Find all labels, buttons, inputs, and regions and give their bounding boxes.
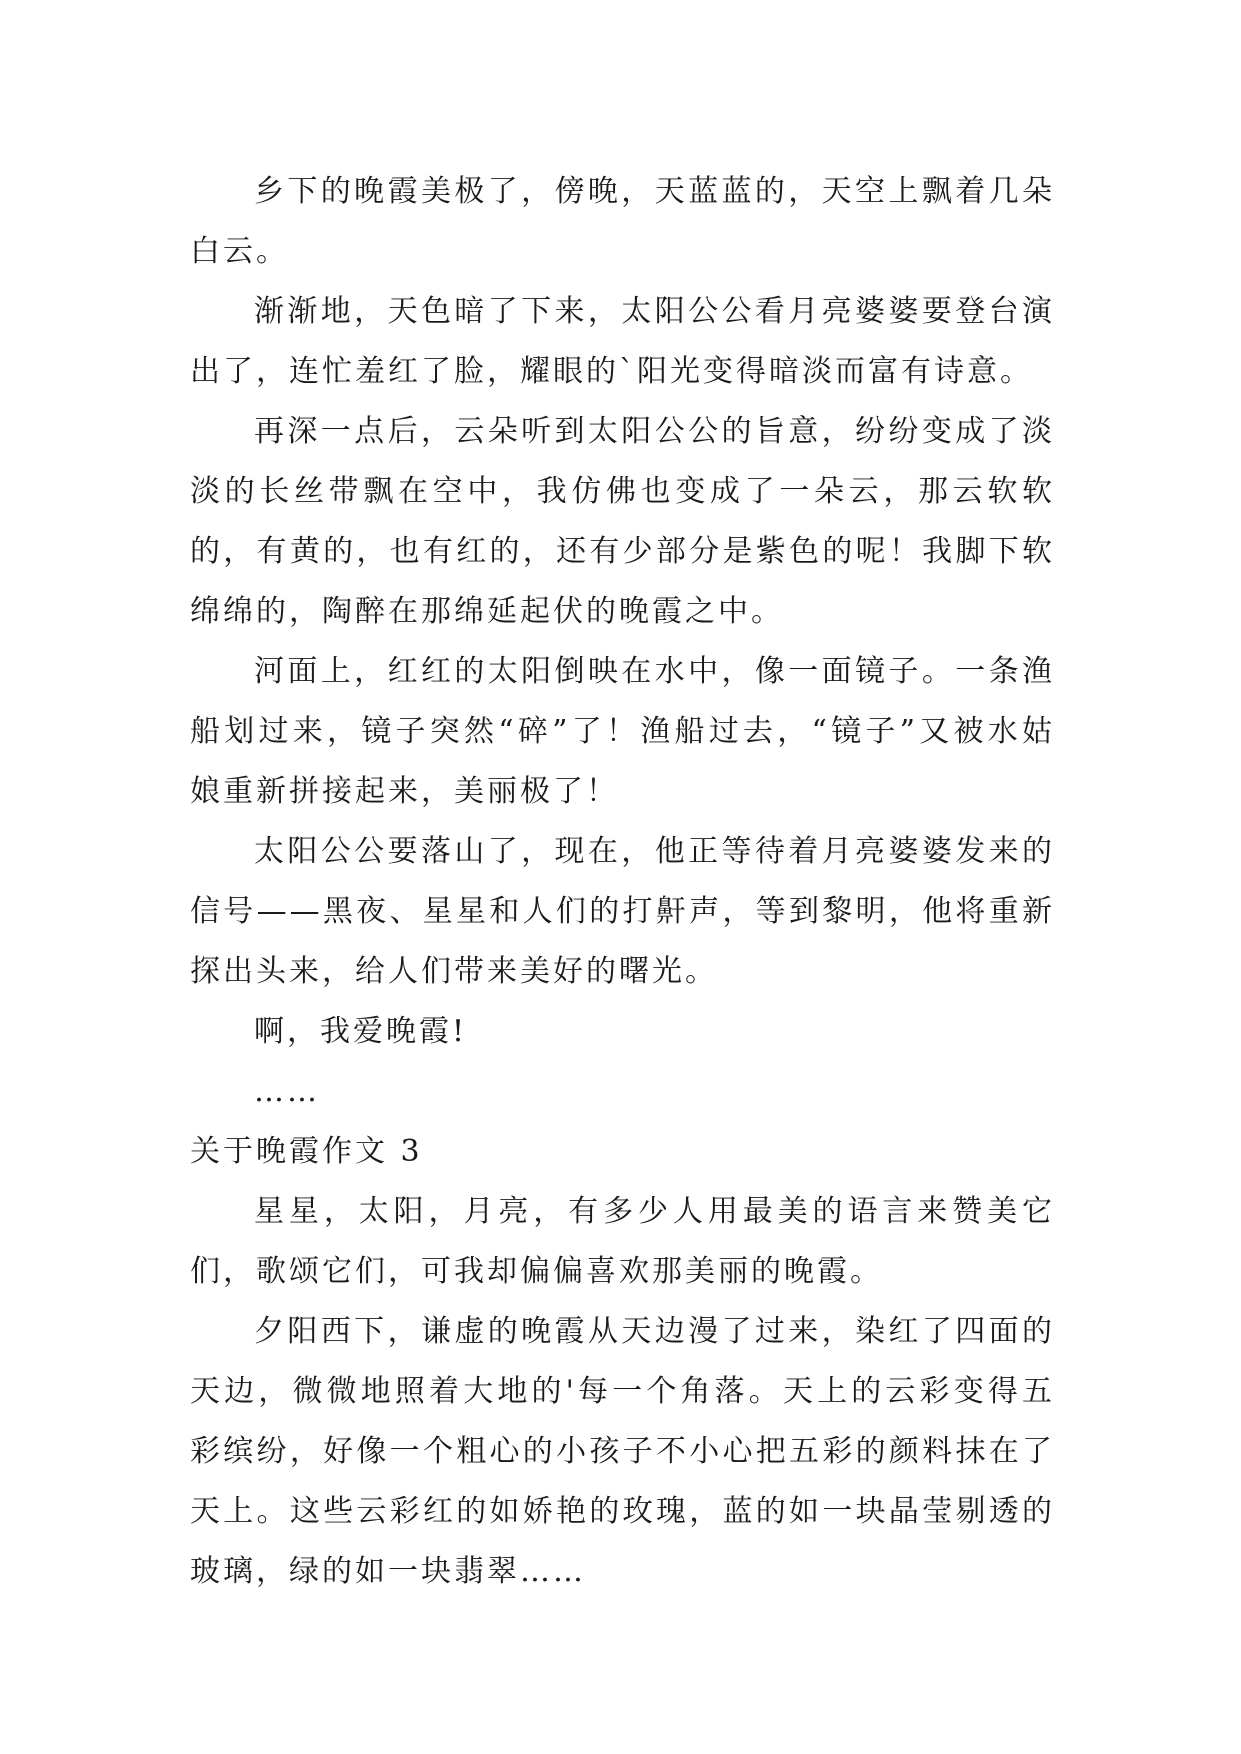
section-heading: 关于晚霞作文 3: [190, 1134, 423, 1169]
paragraph-ellipsis: ……: [254, 1074, 320, 1109]
paragraph-6: 啊，我爱晚霞!: [254, 1014, 468, 1049]
document-body: [190, 162, 1055, 1602]
paragraph-5: 太阳公公要落山了，现在，他正等待着月亮婆婆发来的信号——黑夜、星星和人们的打鼾声，等到黎明，他将重新探出头来，给人们带来美好的曙光。: [190, 834, 1055, 989]
paragraph-1: 乡下的晚霞美极了，傍晚，天蓝蓝的，天空上飘着几朵白云。: [190, 174, 1055, 269]
paragraph-7: 星星，太阳，月亮，有多少人用最美的语言来赞美它们，歌颂它们，可我却偏偏喜欢那美丽的晚霞。: [190, 1194, 1055, 1289]
paragraph-3: 再深一点后，云朵听到太阳公公的旨意，纷纷变成了淡淡的长丝带飘在空中，我仿佛也变成了一朵云，那云软软的，有黄的，也有红的，还有少部分是紫色的呢！我脚下软绵绵的，陶醉在那绵延起伏的晚霞之中。: [190, 414, 1055, 629]
paragraph-8: 夕阳西下，谦虚的晚霞从天边漫了过来，染红了四面的天边，微微地照着大地的'每一个角落。天上的云彩变得五彩缤纷，好像一个粗心的小孩子不小心把五彩的颜料抹在了天上。这些云彩红的如娇艳的玫瑰，蓝的如一块晶莹剔透的玻璃，绿的如一块翡翠……: [190, 1314, 1055, 1589]
paragraph-4: 河面上，红红的太阳倒映在水中，像一面镜子。一条渔船划过来，镜子突然“碎”了！渔船过去，“镜子”又被水姑娘重新拼接起来，美丽极了！: [190, 654, 1055, 809]
paragraph-2: 渐渐地，天色暗了下来，太阳公公看月亮婆婆要登台演出了，连忙羞红了脸，耀眼的`阳光变得暗淡而富有诗意。: [190, 294, 1055, 389]
